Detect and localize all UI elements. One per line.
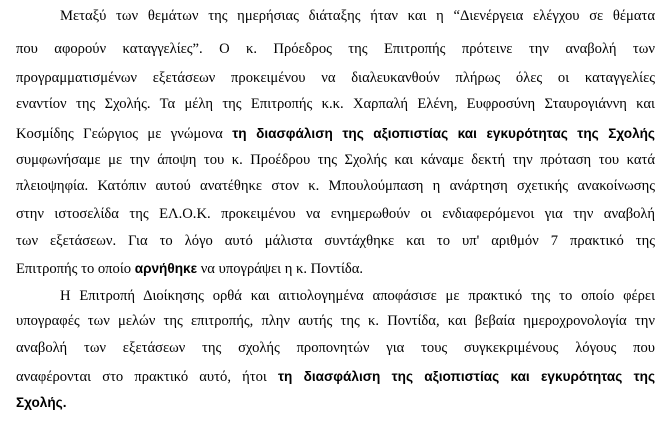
text-span: συμφωνήσαμε με την άποψη του κ. Προέδρου της Σχολής και κάναμε δεκτή την πρόταση του κατά [16,152,655,168]
text-span: αναφέρονται στο πρακτικό αυτό, ήτοι [16,369,278,385]
bold-text-span: αρνήθηκε [134,261,198,276]
text-span: Η Επιτροπή Διοίκησης ορθά και αιτιολογημένα αποφάσισε με πρακτικό της το οποίο φέρει [60,288,655,304]
text-span: να υπογράψει η κ. Ποντίδα. [197,261,364,277]
text-span: προγραμματισμένων εξετάσεων προκειμένου να διαλευκανθούν πλήρως όλες οι καταγγελίες [16,70,655,86]
text-span: Κοσμίδης Γεώργιος με γνώμονα [16,126,233,142]
text-line [16,259,363,278]
text-span: στην ιστοσελίδα της ΕΛ.Ο.Κ. προκειμένου να ενημερωθούν οι ενδιαφερόμενοι για την αναβολή [16,206,655,222]
text-line [16,177,655,196]
text-span: υπογραφές των μελών της επιτροπής, πλην αυτής της κ. Ποντίδα, και βεβαία ημεροχρονολογία την [16,313,655,329]
text-line [16,151,655,170]
text-span: αναβολή των εξετάσεων της σχολής προπονητών για τους συγκεκριμένους λόγους που [16,340,655,356]
text-span: Επιτροπής το οποίο [16,261,135,277]
text-line [16,367,655,386]
bold-text-span: Σχολής. [16,395,67,410]
text-line [60,7,655,26]
text-span: Μεταξύ των θεμάτων της ημερήσιας διάταξης ήταν και η “Διενέργεια ελέγχου σε θέματα [60,8,655,24]
text-line [16,205,655,224]
text-line [16,69,655,88]
bold-text-span: τη διασφάλιση της αξιοπιστίας και εγκυρότητας της Σχολής [232,126,655,141]
text-span: εναντίον της Σχολής. Τα μέλη της Επιτροπής κ.κ. Χαρπαλή Ελένη, Ευφροσύνη Σταυρογιάννη και [16,96,655,112]
text-line [60,287,655,306]
text-line [16,124,655,143]
text-span: που αφορούν καταγγελίες”. Ο κ. Πρόεδρος της Επιτροπής πρότεινε την αναβολή των [16,41,655,57]
text-span: πλειοψηφία. Κατόπιν αυτού ανατέθηκε στον κ. Μπουλούμπαση η ανάρτηση σχετικής ανακοίνωσης [16,178,655,194]
text-line [16,393,67,412]
text-line [16,339,655,358]
text-line [16,312,655,331]
text-line [16,232,655,251]
text-line [16,95,655,114]
text-line [16,40,655,59]
bold-text-span: τη διασφάλιση της αξιοπιστίας και εγκυρότητας της [277,369,656,384]
text-span: των εξετάσεων. Για το λόγο αυτό μάλιστα συντάχθηκε και το υπ' αριθμόν 7 πρακτικό της [16,233,655,249]
